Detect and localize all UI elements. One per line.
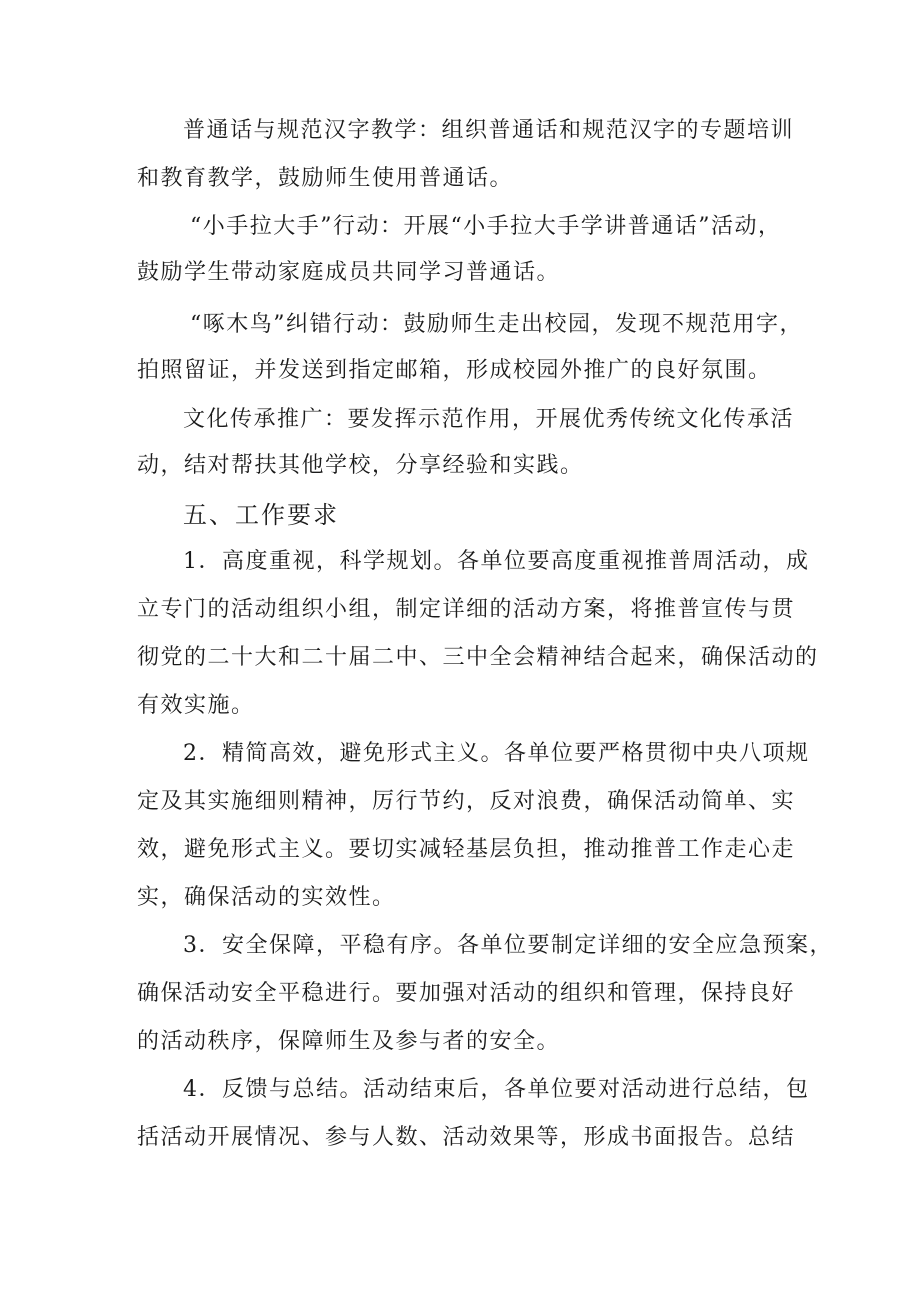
item-line: 效，避免形式主义。要切实减轻基层负担，推动推普工作走心走 [137,837,796,862]
paragraph-line: 和教育教学，鼓励师生使用普通话。 [137,166,514,191]
item-line: 1．高度重视，科学规划。各单位要高度重视推普周活动，成 [183,549,810,574]
item-line: 彻党的二十大和二十届二中、三中全会精神结合起来，确保活动的 [137,645,819,670]
paragraph-line: 普通话与规范汉字教学：组织普通话和规范汉字的专题培训 [183,118,795,143]
item-line: 4．反馈与总结。活动结束后，各单位要对活动进行总结，包 [183,1077,810,1102]
paragraph-line: 动，结对帮扶其他学校，分享经验和实践。 [137,453,584,478]
paragraph-line: “啄木鸟”纠错行动：鼓励师生走出校园，发现不规范用字， [190,312,803,337]
paragraph-line: 拍照留证，并发送到指定邮箱，形成校园外推广的良好氛围。 [137,358,772,383]
item-line: 定及其实施细则精神，厉行节约，反对浪费，确保活动简单、实 [137,789,796,814]
item-line: 2．精简高效，避免形式主义。各单位要严格贯彻中央八项规 [183,741,810,766]
item-line: 3．安全保障，平稳有序。各单位要制定详细的安全应急预案， [183,933,833,958]
item-line: 有效实施。 [137,693,255,718]
section-heading: 五、工作要求 [183,501,339,529]
paragraph-line: 鼓励学生带动家庭成员共同学习普通话。 [137,260,561,285]
item-line: 确保活动安全平稳进行。要加强对活动的组织和管理，保持良好 [137,981,796,1006]
item-line: 括活动开展情况、参与人数、活动效果等，形成书面报告。总结 [137,1125,796,1150]
item-line: 实，确保活动的实效性。 [137,885,396,910]
item-line: 立专门的活动组织小组，制定详细的活动方案，将推普宣传与贯 [137,597,796,622]
paragraph-line: 文化传承推广：要发挥示范作用，开展优秀传统文化传承活 [183,407,795,432]
item-line: 的活动秩序，保障师生及参与者的安全。 [137,1029,561,1054]
paragraph-line: “小手拉大手”行动：开展“小手拉大手学讲普通话”活动， [190,214,782,239]
